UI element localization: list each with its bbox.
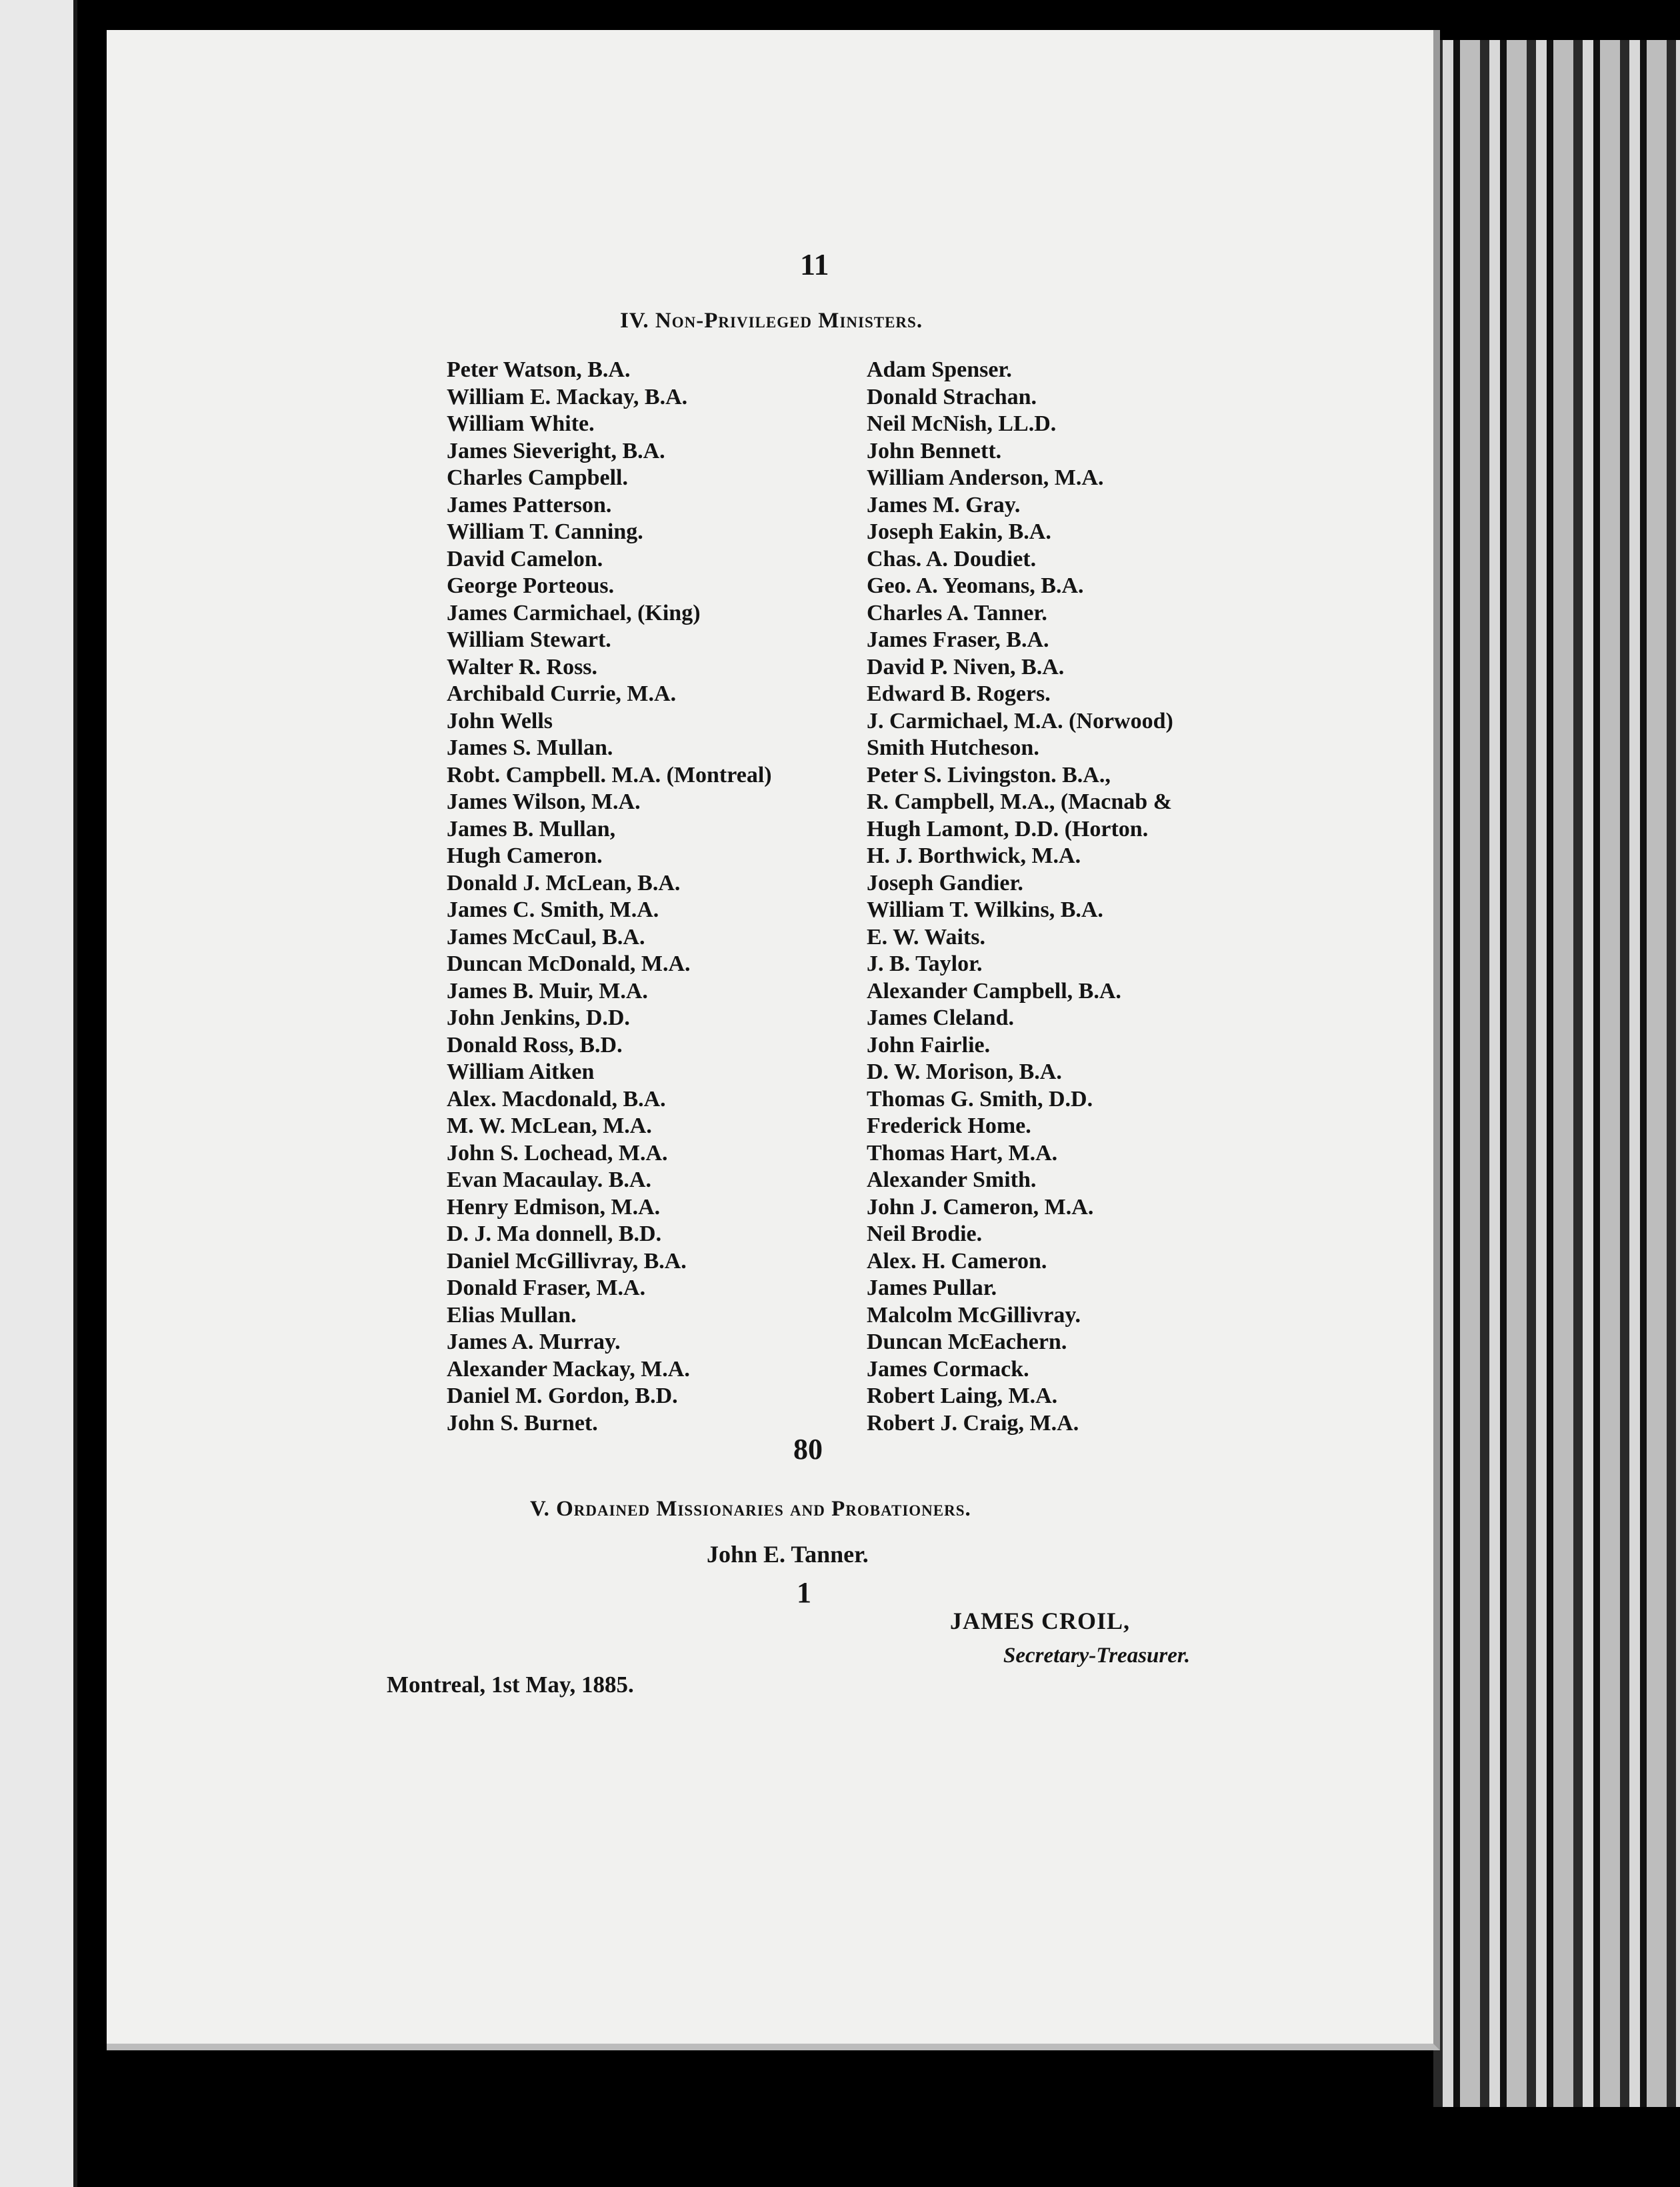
minister-entry: David P. Niven, B.A. xyxy=(867,654,1065,679)
minister-entry: James B. Mullan, xyxy=(447,816,616,841)
minister-entry: Robert J. Craig, M.A. xyxy=(867,1410,1079,1436)
section-v-total: 1 xyxy=(797,1576,811,1609)
minister-entry: James Fraser, B.A. xyxy=(867,627,1049,652)
minister-entry: William White. xyxy=(447,411,595,436)
probationer-name: John E. Tanner. xyxy=(707,1541,869,1568)
minister-entry: James Wilson, M.A. xyxy=(447,789,641,814)
minister-entry: William Anderson, M.A. xyxy=(867,465,1104,490)
minister-entry: Charles A. Tanner. xyxy=(867,600,1047,625)
minister-entry: Neil McNish, LL.D. xyxy=(867,411,1057,436)
ministers-right-column xyxy=(867,357,1173,1437)
minister-entry: Duncan McDonald, M.A. xyxy=(447,951,691,976)
page-number: 11 xyxy=(800,247,829,281)
minister-entry: James C. Smith, M.A. xyxy=(447,897,659,922)
signatory-title: Secretary-Treasurer. xyxy=(1003,1644,1191,1668)
minister-entry: James Cleland. xyxy=(867,1005,1014,1030)
minister-entry: Daniel M. Gordon, B.D. xyxy=(447,1384,678,1408)
minister-entry: Elias Mullan. xyxy=(447,1302,577,1328)
minister-entry: John Jenkins, D.D. xyxy=(447,1005,630,1030)
minister-entry: Alex. H. Cameron. xyxy=(867,1248,1047,1274)
minister-entry: William Aitken xyxy=(447,1059,595,1084)
section-v-title: V. Ordained Missionaries and Probationers. xyxy=(530,1497,971,1521)
minister-entry: Charles Campbell. xyxy=(447,465,628,490)
document-page xyxy=(107,30,1440,2050)
date-line: Montreal, 1st May, 1885. xyxy=(387,1672,634,1698)
minister-entry: Evan Macaulay. B.A. xyxy=(447,1168,651,1192)
minister-entry: Archibald Currie, M.A. xyxy=(447,681,677,706)
minister-entry: Donald Fraser, M.A. xyxy=(447,1276,646,1300)
minister-entry: John S. Lochead, M.A. xyxy=(447,1140,668,1166)
ministers-left-column xyxy=(447,357,772,1437)
minister-entry: John Wells xyxy=(447,708,553,733)
book-page-edges xyxy=(1433,40,1680,2107)
minister-entry: Joseph Eakin, B.A. xyxy=(867,519,1051,544)
minister-entry: Thomas Hart, M.A. xyxy=(867,1140,1058,1166)
minister-entry: Walter R. Ross. xyxy=(447,654,598,679)
minister-entry: Geo. A. Yeomans, B.A. xyxy=(867,573,1084,598)
minister-entry: Donald Ross, B.D. xyxy=(447,1032,623,1057)
minister-entry: Alexander Smith. xyxy=(867,1168,1037,1192)
section-iv-total: 80 xyxy=(793,1433,823,1466)
minister-entry: William T. Canning. xyxy=(447,519,643,544)
minister-entry: Edward B. Rogers. xyxy=(867,681,1051,706)
minister-entry: David Camelon. xyxy=(447,546,603,571)
minister-entry: D. J. Ma donnell, B.D. xyxy=(447,1222,662,1246)
minister-entry: George Porteous. xyxy=(447,573,615,598)
minister-entry: James Patterson. xyxy=(447,492,612,517)
minister-entry: Adam Spenser. xyxy=(867,357,1012,382)
minister-entry: James Cormack. xyxy=(867,1356,1029,1382)
minister-entry: Smith Hutcheson. xyxy=(867,735,1039,760)
minister-entry: H. J. Borthwick, M.A. xyxy=(867,843,1081,868)
minister-entry: Alexander Mackay, M.A. xyxy=(447,1356,690,1382)
minister-entry: Henry Edmison, M.A. xyxy=(447,1194,661,1220)
minister-entry: James S. Mullan. xyxy=(447,735,613,760)
minister-entry: Robert Laing, M.A. xyxy=(867,1384,1058,1408)
minister-entry: William Stewart. xyxy=(447,627,611,652)
minister-entry: Hugh Lamont, D.D. (Horton. xyxy=(867,816,1149,841)
minister-entry: John J. Cameron, M.A. xyxy=(867,1194,1094,1220)
minister-entry: Peter Watson, B.A. xyxy=(447,357,631,382)
minister-entry: John S. Burnet. xyxy=(447,1410,598,1436)
minister-entry: Robt. Campbell. M.A. (Montreal) xyxy=(447,762,772,787)
section-iv-title: IV. Non-Privileged Ministers. xyxy=(620,309,923,333)
minister-entry: James Sieveright, B.A. xyxy=(447,438,665,463)
minister-entry: James McCaul, B.A. xyxy=(447,924,645,949)
minister-entry: James A. Murray. xyxy=(447,1330,621,1354)
minister-entry: J. Carmichael, M.A. (Norwood) xyxy=(867,708,1173,733)
minister-entry: John Fairlie. xyxy=(867,1032,991,1057)
minister-entry: Joseph Gandier. xyxy=(867,870,1023,895)
minister-entry: Peter S. Livingston. B.A., xyxy=(867,762,1111,787)
minister-entry: Donald Strachan. xyxy=(867,384,1037,409)
minister-entry: Frederick Home. xyxy=(867,1114,1031,1138)
minister-entry: Alex. Macdonald, B.A. xyxy=(447,1086,666,1112)
minister-entry: James M. Gray. xyxy=(867,492,1021,517)
minister-entry: Malcolm McGillivray. xyxy=(867,1302,1081,1328)
minister-entry: Neil Brodie. xyxy=(867,1222,983,1246)
minister-entry: Hugh Cameron. xyxy=(447,843,603,868)
minister-entry: Chas. A. Doudiet. xyxy=(867,546,1037,571)
minister-entry: John Bennett. xyxy=(867,438,1002,463)
signatory-name: JAMES CROIL, xyxy=(950,1608,1131,1634)
minister-entry: Duncan McEachern. xyxy=(867,1330,1067,1354)
minister-entry: William T. Wilkins, B.A. xyxy=(867,897,1103,922)
previous-page-edge xyxy=(0,0,77,2187)
minister-entry: E. W. Waits. xyxy=(867,924,985,949)
minister-entry: Thomas G. Smith, D.D. xyxy=(867,1086,1093,1112)
minister-entry: Alexander Campbell, B.A. xyxy=(867,978,1121,1003)
minister-entry: William E. Mackay, B.A. xyxy=(447,384,688,409)
minister-entry: J. B. Taylor. xyxy=(867,951,983,976)
minister-entry: Daniel McGillivray, B.A. xyxy=(447,1248,687,1274)
minister-entry: Donald J. McLean, B.A. xyxy=(447,870,681,895)
minister-entry: James Pullar. xyxy=(867,1276,997,1300)
minister-entry: R. Campbell, M.A., (Macnab & xyxy=(867,789,1173,814)
minister-entry: D. W. Morison, B.A. xyxy=(867,1059,1062,1084)
minister-entry: James Carmichael, (King) xyxy=(447,600,701,625)
minister-entry: James B. Muir, M.A. xyxy=(447,978,648,1003)
minister-entry: M. W. McLean, M.A. xyxy=(447,1114,652,1138)
